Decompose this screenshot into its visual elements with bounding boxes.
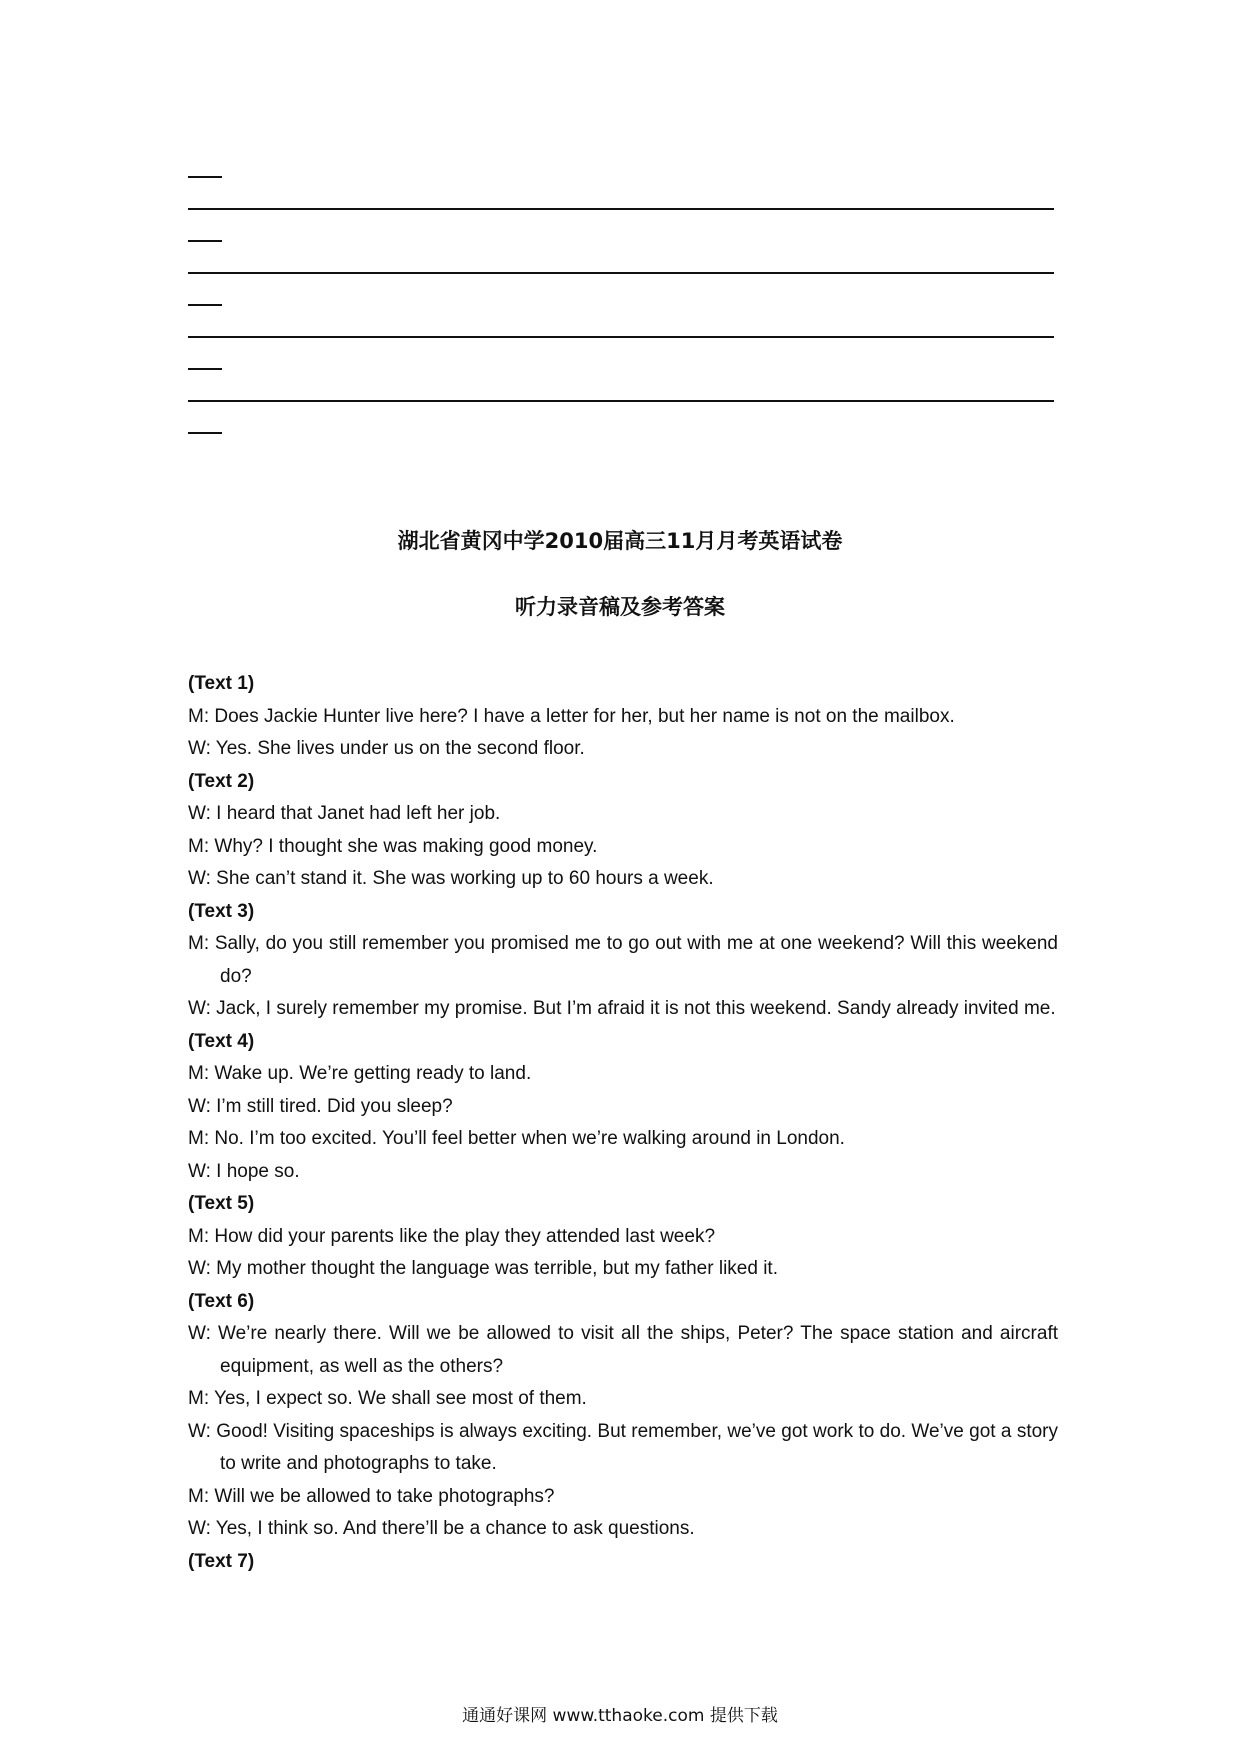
text-section-label: (Text 4) (188, 1030, 255, 1052)
text-section-label: (Text 2) (188, 770, 255, 792)
writing-line (188, 336, 1054, 338)
text-section-label: (Text 1) (188, 673, 255, 694)
dialogue-line: W: I heard that Janet had left her job. (188, 803, 501, 824)
writing-line (188, 272, 1054, 274)
dialogue-line: M: Wake up. We’re getting ready to land. (188, 1063, 532, 1084)
short-line (188, 432, 222, 434)
dialogue-line: M: Sally, do you still remember you promised me to go out with me at one weekend? Will this weekend do? (188, 933, 1058, 987)
short-line (188, 368, 222, 370)
dialogue-line: W: I hope so. (188, 1160, 300, 1182)
writing-line (188, 400, 1054, 402)
dialogue-line: W: I’m still tired. Did you sleep? (188, 1095, 453, 1117)
dialogue-line: W: Yes, I think so. And there’ll be a chance to ask questions. (188, 1518, 695, 1539)
writing-line (188, 208, 1054, 210)
dialogue-line: W: My mother thought the language was terrible, but my father liked it. (188, 1258, 778, 1279)
dialogue-line: W: Jack, I surely remember my promise. But I’m afraid it is not this weekend. Sandy already invited me. (188, 998, 1056, 1019)
dialogue-line: M: Yes, I expect so. We shall see most of them. (188, 1388, 587, 1409)
dialogue-line: W: She can’t stand it. She was working up to 60 hours a week. (188, 868, 714, 889)
answer-writing-lines (188, 150, 1054, 434)
short-line (188, 304, 222, 306)
dialogue-line: M: Will we be allowed to take photographs? (188, 1485, 555, 1507)
short-line (188, 240, 222, 242)
page-subtitle: 听力录音稿及参考答案 (515, 595, 725, 619)
short-line (188, 176, 222, 178)
dialogue-line: W: We’re nearly there. Will we be allowed to visit all the ships, Peter? The space station and aircraft equipment, as well as the others? (188, 1323, 1058, 1377)
listening-transcript (188, 668, 1058, 1578)
dialogue-line: M: How did your parents like the play they attended last week? (188, 1225, 716, 1247)
dialogue-line: M: Does Jackie Hunter live here? I have a letter for her, but her name is not on the mailbox. (188, 705, 955, 727)
text-section-label: (Text 6) (188, 1290, 255, 1312)
page-title: 湖北省黄冈中学2010届高三11月月考英语试卷 (397, 529, 843, 553)
text-section-label: (Text 5) (188, 1193, 255, 1214)
page-footer: 通通好课网 www.tthaoke.com 提供下载 (462, 1706, 778, 1726)
dialogue-line: W: Good! Visiting spaceships is always exciting. But remember, we’ve got work to do. We’ve got a story to write and photographs to take. (188, 1420, 1058, 1474)
dialogue-line: M: Why? I thought she was making good money. (188, 835, 598, 857)
text-section-label: (Text 7) (188, 1550, 255, 1572)
text-section-label: (Text 3) (188, 900, 255, 922)
dialogue-line: M: No. I’m too excited. You’ll feel better when we’re walking around in London. (188, 1128, 845, 1149)
dialogue-line: W: Yes. She lives under us on the second floor. (188, 738, 585, 759)
